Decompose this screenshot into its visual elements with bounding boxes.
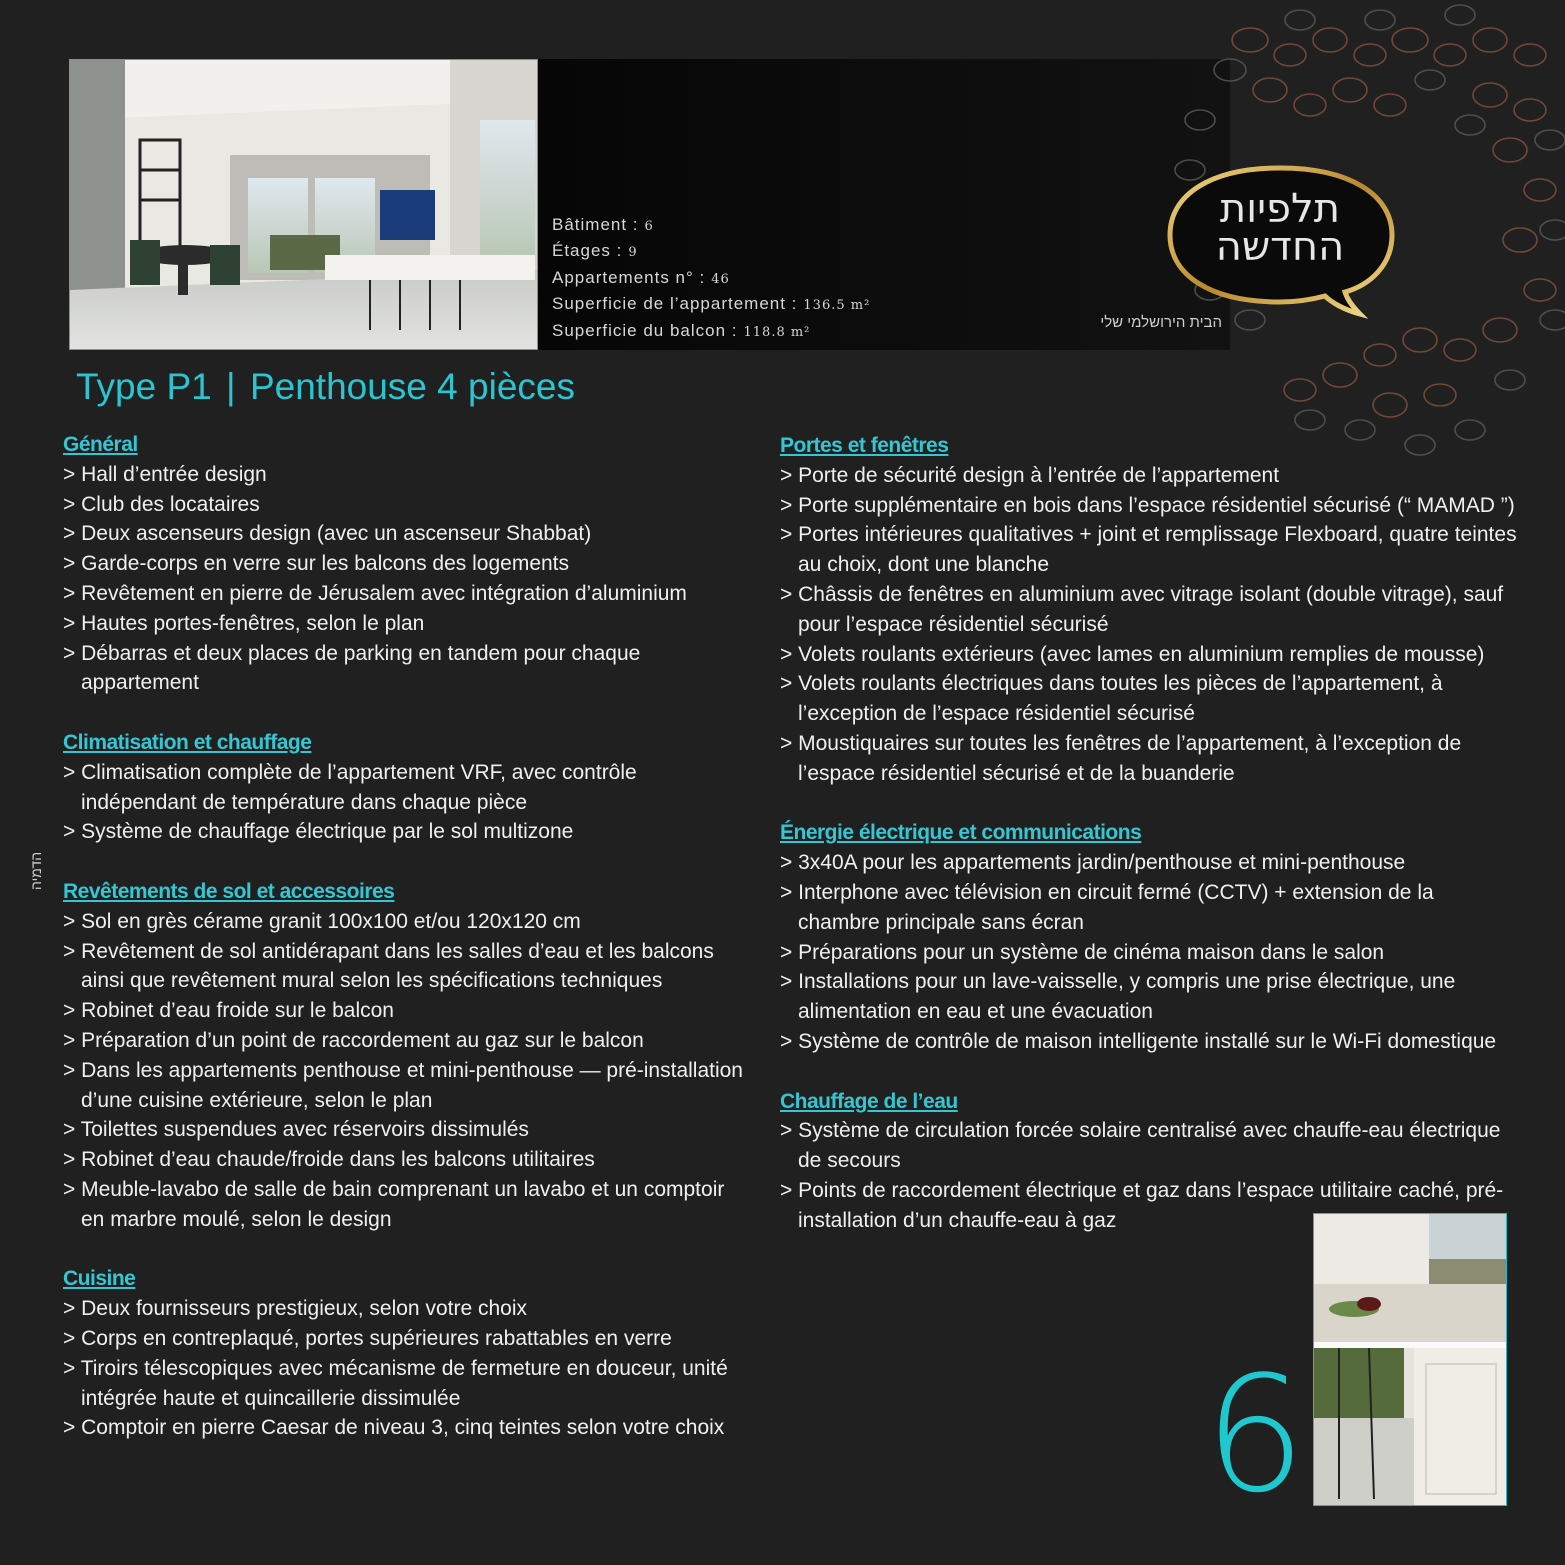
spec-floors bbox=[552, 238, 870, 264]
list-item: > Volets roulants électriques dans toutes les pièces de l’appartement, à l’exception de l’espace résidentiel sécurisé bbox=[780, 669, 1520, 729]
left-column bbox=[63, 430, 753, 1473]
spec-value: 9 bbox=[628, 245, 638, 261]
list-item: > Préparation d’un point de raccordement au gaz sur le balcon bbox=[63, 1026, 753, 1056]
list-item: > Club des locataires bbox=[63, 490, 753, 520]
list-item: > Porte supplémentaire en bois dans l’espace résidentiel sécurisé (“ MAMAD ”) bbox=[780, 491, 1520, 521]
spec-value: 118.8 m² bbox=[743, 324, 811, 340]
list-item: > Volets roulants extérieurs (avec lames en aluminium remplies de mousse) bbox=[780, 640, 1520, 670]
kitchen-detail-photo bbox=[1313, 1213, 1507, 1506]
section-heading: Énergie électrique et communications bbox=[780, 821, 1142, 845]
list-item: > Installations pour un lave-vaisselle, y compris une prise électrique, une alimentation en eau et une évacuation bbox=[780, 967, 1520, 1027]
list-item: > Sol en grès cérame granit 100x100 et/ou 120x120 cm bbox=[63, 907, 753, 937]
section-heading: Cuisine bbox=[63, 1267, 136, 1291]
section-heading: Portes et fenêtres bbox=[780, 434, 949, 457]
section-heading: Chauffage de l’eau bbox=[780, 1089, 958, 1113]
list-item: > 3x40A pour les appartements jardin/penthouse et mini-penthouse bbox=[780, 848, 1520, 878]
section-heading: Climatisation et chauffage bbox=[63, 730, 312, 754]
spec-value: 136.5 m² bbox=[803, 298, 871, 314]
spec-balcony-area bbox=[552, 318, 870, 344]
list-item: > Porte de sécurité design à l’entrée de l’appartement bbox=[780, 461, 1520, 491]
logo-tagline: הבית הירושלמי שלי bbox=[1100, 314, 1222, 331]
title-name: Penthouse 4 pièces bbox=[249, 366, 575, 407]
spec-apartment-area bbox=[552, 291, 870, 317]
logo-text-line-2: החדשה bbox=[1215, 224, 1345, 270]
section-heading: Revêtements de sol et accessoires bbox=[63, 879, 395, 903]
list-item: > Points de raccordement électrique et gaz dans l’espace utilitaire caché, pré-installation d’un chauffe-eau à gaz bbox=[780, 1176, 1520, 1236]
spec-label: Bâtiment : bbox=[552, 215, 639, 234]
section-item-list bbox=[780, 461, 1520, 789]
title-type: Type P1 bbox=[76, 366, 212, 407]
section-heading: Général bbox=[63, 433, 138, 456]
list-item: > Robinet d’eau chaude/froide dans les balcons utilitaires bbox=[63, 1145, 753, 1175]
list-item: > Toilettes suspendues avec réservoirs dissimulés bbox=[63, 1115, 753, 1145]
spec-label: Appartements n° : bbox=[552, 267, 706, 287]
list-item: > Débarras et deux places de parking en tandem pour chaque appartement bbox=[63, 639, 753, 699]
list-item: > Robinet d’eau froide sur le balcon bbox=[63, 996, 753, 1026]
list-item: > Préparations pour un système de cinéma maison dans le salon bbox=[780, 938, 1520, 968]
spec-label: Superficie du balcon : bbox=[552, 320, 738, 340]
list-item: > Hall d’entrée design bbox=[63, 460, 753, 490]
list-item: > Climatisation complète de l’appartement VRF, avec contrôle indépendant de température dans chaque pièce bbox=[63, 758, 753, 818]
list-item: > Moustiquaires sur toutes les fenêtres de l’appartement, à l’exception de l’espace résidentiel sécurisé et de la buanderie bbox=[780, 729, 1520, 789]
list-item: > Deux ascenseurs design (avec un ascenseur Shabbat) bbox=[63, 519, 753, 549]
spec-list bbox=[552, 212, 870, 344]
spec-value: 6 bbox=[644, 219, 654, 234]
spec-label: Étages : bbox=[552, 241, 623, 261]
list-item: > Revêtement de sol antidérapant dans les salles d’eau et les balcons ainsi que revêtement mural selon les spécifications techniques bbox=[63, 937, 753, 997]
list-item: > Système de circulation forcée solaire centralisé avec chauffe-eau électrique de secours bbox=[780, 1116, 1520, 1176]
page-title bbox=[76, 366, 575, 408]
list-item: > Système de contrôle de maison intelligente installé sur le Wi-Fi domestique bbox=[780, 1027, 1520, 1057]
list-item: > Dans les appartements penthouse et mini-penthouse — pré-installation d’une cuisine extérieure, selon le plan bbox=[63, 1056, 753, 1116]
logo-text-line-1: תלפיות bbox=[1219, 186, 1341, 232]
spec-apartments bbox=[552, 265, 870, 291]
title-separator: | bbox=[226, 366, 236, 407]
right-column bbox=[780, 431, 1520, 1265]
spec-value: 46 bbox=[711, 271, 730, 287]
spec-label: Superficie de l’appartement : bbox=[552, 294, 798, 314]
list-item: > Deux fournisseurs prestigieux, selon votre choix bbox=[63, 1294, 753, 1324]
list-item: > Meuble-lavabo de salle de bain comprenant un lavabo et un comptoir en marbre moulé, selon le design bbox=[63, 1175, 753, 1235]
section-item-list bbox=[63, 907, 753, 1235]
section-item-list bbox=[63, 758, 753, 847]
list-item: > Châssis de fenêtres en aluminium avec vitrage isolant (double vitrage), sauf pour l’espace résidentiel sécurisé bbox=[780, 580, 1520, 640]
list-item: > Corps en contreplaqué, portes supérieures rabattables en verre bbox=[63, 1324, 753, 1354]
list-item: > Hautes portes-fenêtres, selon le plan bbox=[63, 609, 753, 639]
section-item-list bbox=[63, 1294, 753, 1443]
list-item: > Interphone avec télévision en circuit fermé (CCTV) + extension de la chambre principale sans écran bbox=[780, 878, 1520, 938]
list-item: > Revêtement en pierre de Jérusalem avec intégration d’aluminium bbox=[63, 579, 753, 609]
section-item-list bbox=[63, 460, 753, 698]
side-credit: הדמיה bbox=[28, 851, 44, 890]
spec-building bbox=[552, 212, 870, 238]
list-item: > Tiroirs télescopiques avec mécanisme de fermeture en douceur, unité intégrée haute et quincaillerie dissimulée bbox=[63, 1354, 753, 1414]
list-item: > Portes intérieures qualitatives + joint et remplissage Flexboard, quatre teintes au choix, dont une blanche bbox=[780, 520, 1520, 580]
list-item: > Comptoir en pierre Caesar de niveau 3, cinq teintes selon votre choix bbox=[63, 1413, 753, 1443]
hero-interior-photo bbox=[69, 59, 538, 350]
section-item-list bbox=[780, 848, 1520, 1057]
list-item: > Système de chauffage électrique par le sol multizone bbox=[63, 817, 753, 847]
list-item: > Garde-corps en verre sur les balcons des logements bbox=[63, 549, 753, 579]
page-number: 6 bbox=[1204, 1341, 1306, 1528]
